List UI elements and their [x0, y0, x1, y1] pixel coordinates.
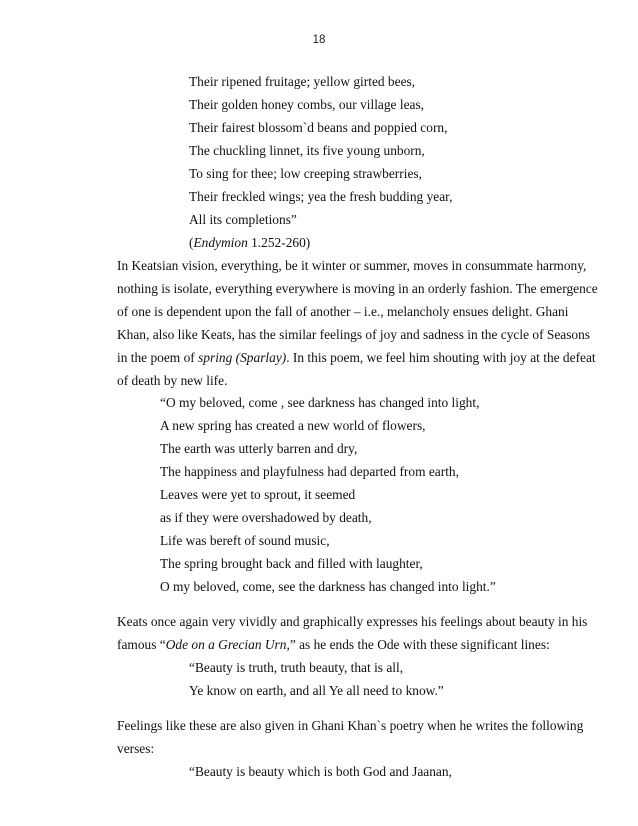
verse-line: To sing for thee; low creeping strawberries,	[189, 166, 422, 181]
verse-line: Their golden honey combs, our village leas,	[189, 97, 425, 112]
verse-line: Their fairest blossom`d beans and poppied corn,	[189, 120, 448, 135]
paragraph-line: famous “Ode on a Grecian Urn,” as he ends the Ode with these significant lines:	[117, 637, 550, 652]
verse-line: Their ripened fruitage; yellow girted bees,	[189, 74, 416, 89]
work-title: Endymion	[193, 235, 248, 250]
verse-line: as if they were overshadowed by death,	[160, 510, 372, 525]
poem-title: Ode on a Grecian Urn	[165, 637, 287, 652]
paragraph-line: In Keatsian vision, everything, be it winter or summer, moves in consummate harmony,	[117, 258, 587, 273]
paragraph-line: verses:	[117, 741, 155, 756]
page-number: 18	[312, 34, 326, 46]
verse-line: The spring brought back and filled with laughter,	[160, 556, 423, 571]
verse-line: The happiness and playfulness had departed from earth,	[160, 464, 459, 479]
paragraph-line: in the poem of spring (Sparlay). In this poem, we feel him shouting with joy at the defeat	[117, 350, 596, 365]
verse-citation: (Endymion 1.252-260)	[189, 235, 311, 250]
verse-line: “O my beloved, come , see darkness has changed into light,	[160, 395, 480, 410]
paragraph-line: nothing is isolate, everything everywhere is moving in an orderly fashion. The emergence	[117, 281, 598, 296]
verse-line: The earth was utterly barren and dry,	[160, 441, 358, 456]
verse-line: “Beauty is truth, truth beauty, that is all,	[189, 660, 404, 675]
paragraph-line: Keats once again very vividly and graphically expresses his feelings about beauty in his	[117, 614, 588, 629]
paragraph-line: Khan, also like Keats, has the similar feelings of joy and sadness in the cycle of Seasons	[117, 327, 591, 342]
paragraph-line: of death by new life.	[117, 373, 228, 388]
verse-line: Leaves were yet to sprout, it seemed	[160, 487, 356, 502]
verse-line: Ye know on earth, and all Ye all need to know.”	[189, 683, 444, 698]
verse-line: All its completions”	[189, 212, 297, 227]
paragraph-line: of one is dependent upon the fall of another – i.e., melancholy ensues delight. Ghani	[117, 304, 569, 319]
verse-line: O my beloved, come, see the darkness has changed into light.”	[160, 579, 496, 594]
verse-line: Their freckled wings; yea the fresh budding year,	[189, 189, 453, 204]
verse-line: “Beauty is beauty which is both God and Jaanan,	[189, 764, 452, 779]
paragraph-line: Feelings like these are also given in Ghani Khan`s poetry when he writes the following	[117, 718, 584, 733]
verse-line: Life was bereft of sound music,	[160, 533, 330, 548]
poem-title: spring (Sparlay)	[198, 350, 287, 365]
verse-line: The chuckling linnet, its five young unborn,	[189, 143, 425, 158]
verse-line: A new spring has created a new world of flowers,	[160, 418, 426, 433]
